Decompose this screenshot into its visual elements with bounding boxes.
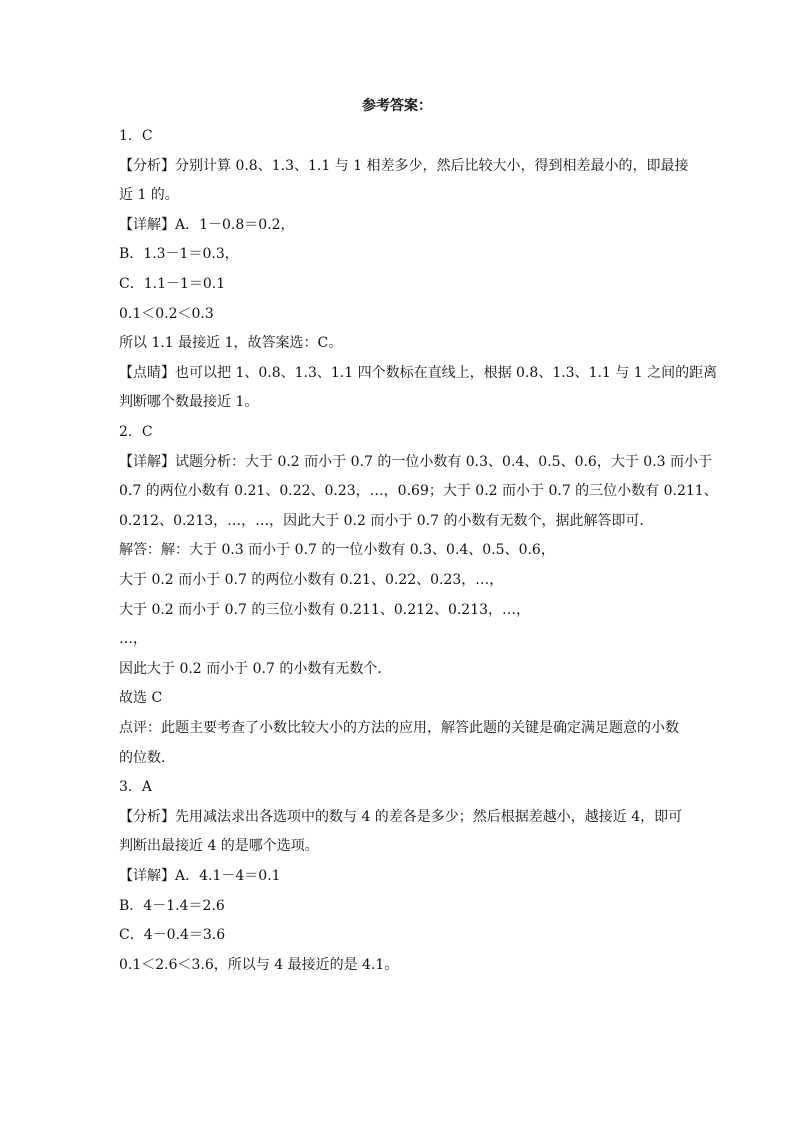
text-line: 判断哪个数最接近 1。	[119, 394, 259, 410]
text-line: 【点睛】也可以把 1、0.8、1.3、1.1 四个数标在直线上，根据 0.8、1.3、1.1 与 1 之间的距离	[119, 365, 718, 381]
text-line: C．1.1－1＝0.1	[119, 276, 226, 292]
text-line: 3．A	[119, 779, 153, 795]
text-line: 【详解】试题分析：大于 0.2 而小于 0.7 的一位小数有 0.3、0.4、0.5、0.6，大于 0.3 而小于	[119, 454, 713, 470]
text-line: 0.7 的两位小数有 0.21、0.22、0.23，…，0.69；大于 0.2 而小于 0.7 的三位小数有 0.211、	[119, 483, 718, 499]
text-line: 因此大于 0.2 而小于 0.7 的小数有无数个．	[119, 661, 392, 677]
text-line: C．4－0.4＝3.6	[119, 927, 226, 943]
text-line: 2．C	[119, 424, 153, 440]
text-line: 【分析】分别计算 0.8、1.3、1.1 与 1 相差多少，然后比较大小，得到相差最小的，即最接	[119, 158, 689, 174]
text-line: 0.1＜2.6＜3.6，所以与 4 最接近的是 4.1。	[119, 957, 399, 973]
text-line: 大于 0.2 而小于 0.7 的两位小数有 0.21、0.22、0.23，…，	[119, 572, 504, 588]
text-line: 0.1＜0.2＜0.3	[119, 306, 214, 322]
text-line: 所以 1.1 最接近 1，故答案选：C。	[119, 335, 343, 351]
text-line: 判断出最接近 4 的是哪个选项。	[119, 838, 319, 854]
text-line: …，	[119, 631, 147, 647]
page-title: 参考答案：	[362, 98, 432, 114]
text-line: B．1.3－1＝0.3，	[119, 246, 239, 262]
text-line: 故选 C	[119, 690, 163, 706]
text-line: 近 1 的。	[119, 187, 179, 203]
text-line: 解答：解：大于 0.3 而小于 0.7 的一位小数有 0.3、0.4、0.5、0.6，	[119, 542, 555, 558]
text-line: 点评：此题主要考查了小数比较大小的方法的应用，解答此题的关键是确定满足题意的小数	[119, 720, 679, 736]
text-line: B．4－1.4＝2.6	[119, 898, 225, 914]
text-line: 【详解】A．4.1－4＝0.1	[119, 868, 281, 884]
text-line: 【分析】先用减法求出各选项中的数与 4 的差各是多少；然后根据差越小，越接近 4，即可	[119, 809, 683, 825]
text-line: 的位数．	[119, 750, 175, 766]
text-line: 【详解】A．1－0.8＝0.2，	[119, 217, 295, 233]
text-line: 大于 0.2 而小于 0.7 的三位小数有 0.211、0.212、0.213，…，	[119, 602, 531, 618]
text-line: 0.212、0.213，…，…，因此大于 0.2 而小于 0.7 的小数有无数个，据此解答即可．	[119, 513, 654, 529]
text-line: 1．C	[119, 128, 153, 144]
